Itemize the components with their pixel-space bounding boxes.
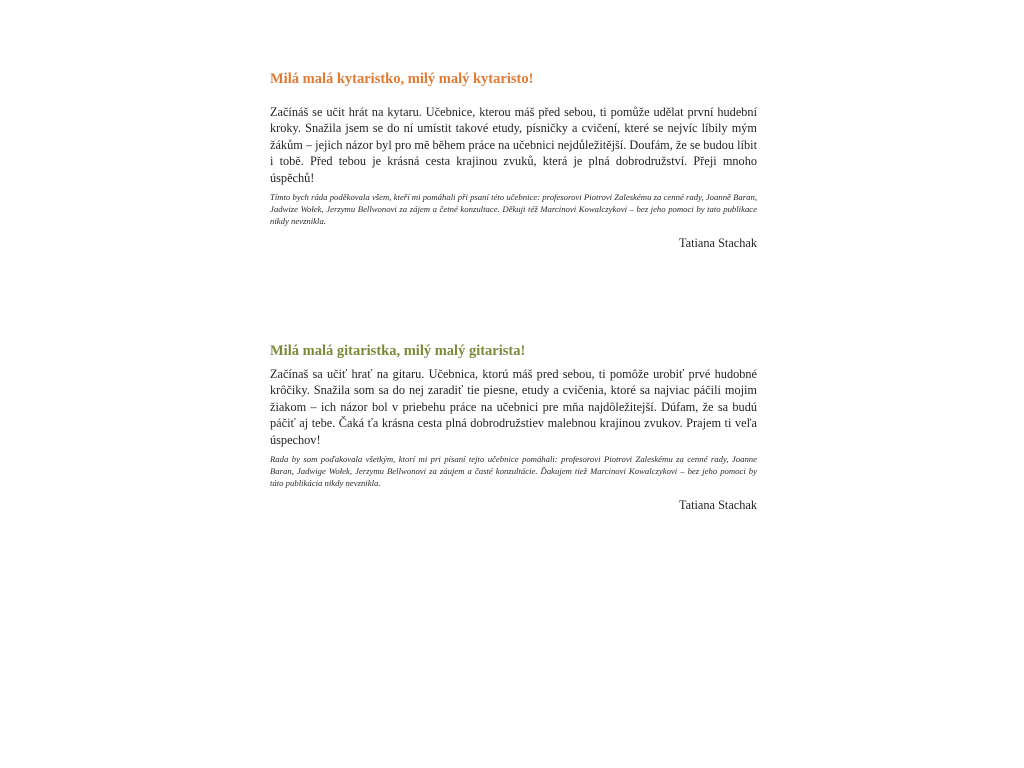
- slovak-signature: Tatiana Stachak: [678, 498, 757, 513]
- czech-heading: Milá malá kytaristko, milý malý kytaristo!: [270, 71, 534, 87]
- czech-acknowledgement: Tímto bych ráda poděkovala všem, kteří mi pomáhali při psaní této učebnice: profesorovi Piotrovi Zaleskému za cenné rady, Joanně Baran, Jadwize Wołek, Jerzymu Bellwonovi za zájem a četné konzultace. Děkuji též Marcinovi Kowalczykovi – bez jeho pomoci by tato publikace nikdy nevznikla.: [270, 192, 757, 227]
- slovak-heading: Milá malá gitaristka, milý malý gitarista!: [270, 343, 526, 359]
- czech-section: [270, 70, 757, 251]
- czech-signature: Tatiana Stachak: [678, 236, 757, 251]
- czech-body-text: Začínáš se učit hrát na kytaru. Učebnice, kterou máš před sebou, ti pomůže udělat první hudební kroky. Snažila jsem se do ní umístit takové etudy, písničky a cvičení, které se nejvíc líbily mým žákům – jejich názor byl pro mě během práce na učebnici nejdůležitější. Doufám, že se budou líbit i tobě. Před tebou je krásná cesta krajinou zvuků, která je plná dobrodružství. Přeji mnoho úspěchů!: [270, 105, 757, 185]
- slovak-acknowledgement: Rada by som poďakovala všetkým, ktorí mi pri písaní tejto učebnice pomáhali: profesorovi Piotrovi Zaleskému za cenné rady, Joanne Baran, Jadwige Wołek, Jerzymu Bellwonovi za záujem a časté konzultácie. Ďakujem tiež Marcinovi Kowalczykovi – bez jeho pomoci by táto publikácia nikdy nevznikla.: [270, 454, 757, 489]
- slovak-section: [270, 342, 757, 513]
- slovak-body-text: Začínaš sa učiť hrať na gitaru. Učebnica, ktorú máš pred sebou, ti pomôže urobiť prvé hudobné krôčiky. Snažila som sa do nej zaradiť tie piesne, etudy a cvičenia, ktoré sa najviac páčili mojim žiakom – ich názor bol v priebehu práce na učebnici pre mňa najdôležitejší. Dúfam, že sa budú páčiť aj tebe. Čaká ťa krásna cesta plná dobrodružstiev malebnou krajinou zvukov. Prajem ti veľa úspechov!: [270, 367, 757, 447]
